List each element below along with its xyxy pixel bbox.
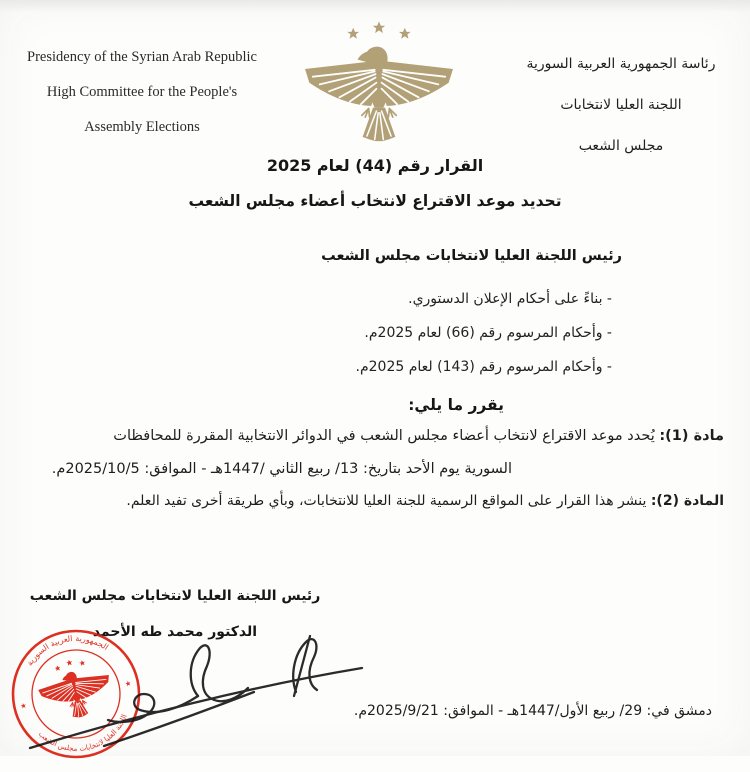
article-1-line-1: [113, 428, 724, 444]
official-red-stamp: [0, 612, 156, 772]
article-2-text: ينشر هذا القرار على المواقع الرسمية للجنة العليا للانتخابات، وبأي طريقة أخرى تفيد العلم.: [126, 493, 647, 509]
preamble-item-1: - بناءً على أحكام الإعلان الدستوري.: [408, 291, 612, 307]
letterhead-english-line3: Assembly Elections: [84, 119, 200, 135]
letterhead-arabic-line2: اللجنة العليا لانتخابات: [560, 97, 682, 113]
article-2-label: المادة (2):: [650, 493, 724, 509]
signatory-title: رئيس اللجنة العليا لانتخابات مجلس الشعب: [29, 588, 321, 604]
letterhead-arabic-line3: مجلس الشعب: [578, 138, 664, 154]
preamble-heading: رئيس اللجنة العليا لانتخابات مجلس الشعب: [321, 248, 622, 264]
stamp-top-text: الجمهورية العربية السورية: [24, 633, 110, 668]
preamble-item-3: - وأحكام المرسوم رقم (143) لعام 2025م.: [355, 359, 612, 375]
scan-edge-shading: [0, 0, 750, 14]
article-1-line-2: السورية يوم الأحد بتاريخ: 13/ ربيع الثاني /1447هـ - الموافق: 2025/10/5م.: [51, 461, 512, 477]
article-1-label: مادة (1):: [659, 428, 724, 444]
letterhead-english-line2: High Committee for the People's: [46, 84, 238, 100]
article-1-text: يُحدد موعد الاقتراع لانتخاب أعضاء مجلس الشعب في الدوائر الانتخابية المقررة للمحافظات: [113, 428, 655, 444]
decree-number-title: القرار رقم (44) لعام 2025: [266, 156, 484, 175]
article-2-line-1: [126, 493, 724, 509]
golden-eagle-emblem-icon: [293, 18, 465, 156]
letterhead-arabic: [510, 44, 732, 167]
letterhead-english-line1: Presidency of the Syrian Arab Republic: [27, 49, 257, 65]
signatory-name: الدكتور محمد طه الأحمد: [92, 624, 258, 640]
preamble-item-2: - وأحكام المرسوم رقم (66) لعام 2025م.: [364, 325, 612, 341]
stamp-star-right: ★: [124, 679, 133, 689]
preamble-list: [356, 282, 613, 384]
decree-subject-title: تحديد موعد الاقتراع لانتخاب أعضاء مجلس الشعب: [188, 192, 562, 210]
stamp-red-eagle-icon: [33, 652, 116, 724]
stamp-bottom-text: اللجنة العليا لانتخابات مجلس الشعب: [36, 713, 129, 753]
letterhead-arabic-line1: رئاسة الجمهورية العربية السورية: [526, 56, 716, 72]
place-and-date-line: دمشق في: 29/ ربيع الأول/1447هـ - الموافق: 2025/9/21م.: [353, 703, 712, 719]
stamp-star-left: ★: [19, 701, 28, 711]
decision-heading: يقرر ما يلي:: [408, 396, 504, 414]
letterhead-english: [8, 40, 276, 145]
